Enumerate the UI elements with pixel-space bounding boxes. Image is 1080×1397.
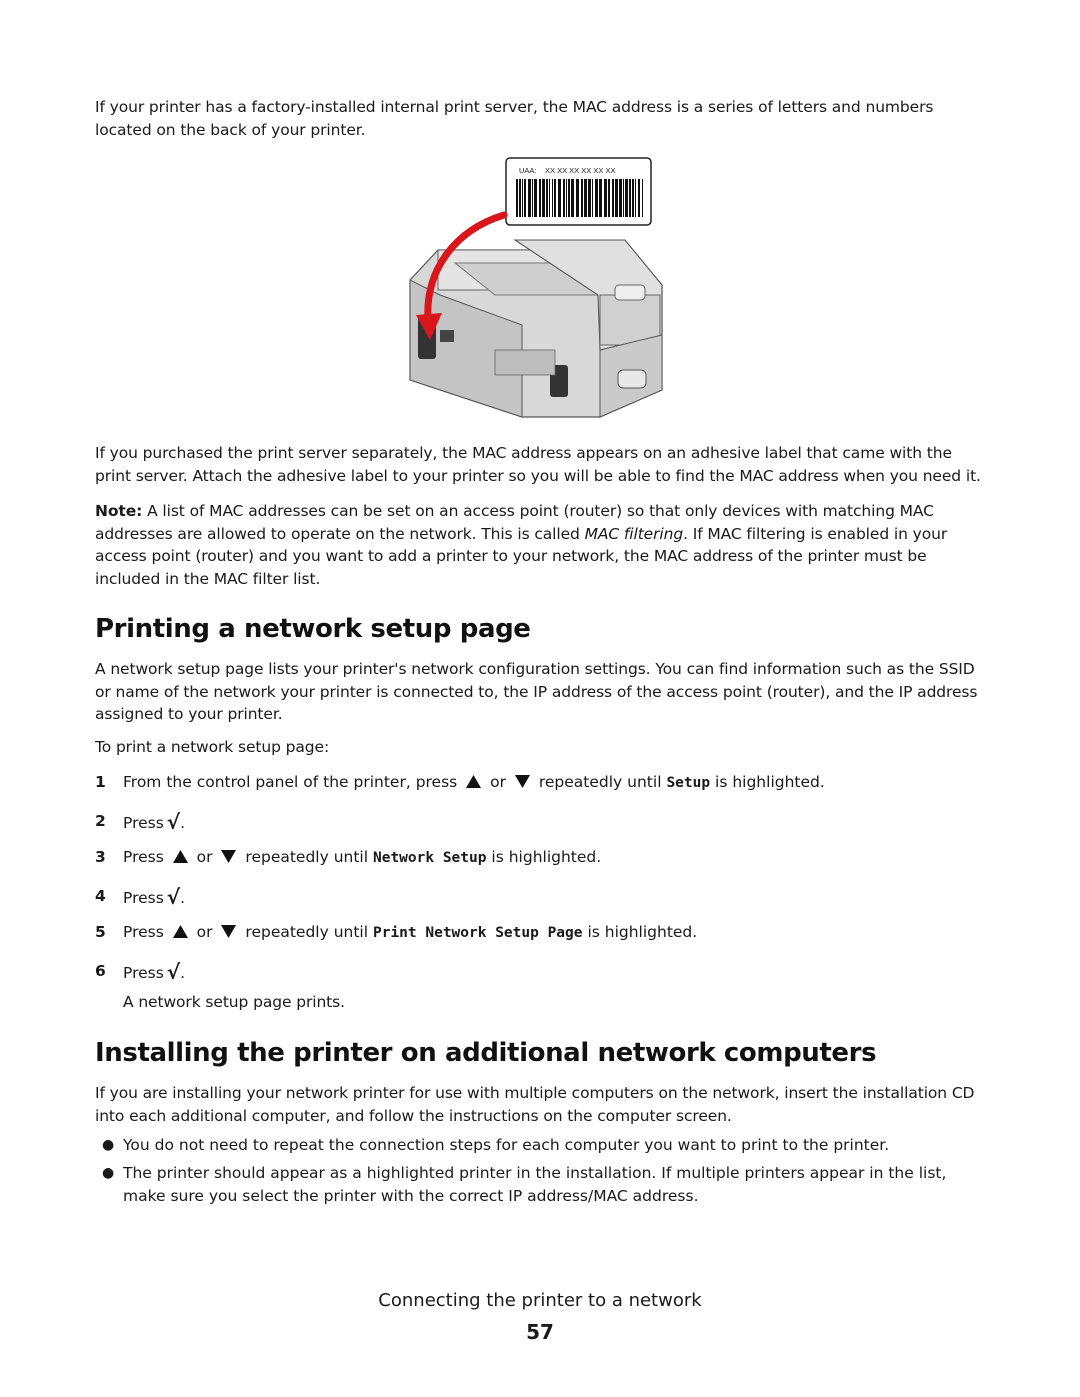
step-text: Press <box>123 964 164 982</box>
checkmark-icon: √ <box>166 960 181 984</box>
note-italic-term: MAC filtering <box>584 524 684 543</box>
note-text-2: . If MAC filtering is enabled in your access point (router) and you want to add a printer to your network, the MAC address of the printer must be included in the MAC filter list. <box>95 524 948 588</box>
step-number: 2 <box>95 812 106 830</box>
note-text-1: A list of MAC addresses can be set on an access point (router) so that only devices with matching MAC addresses are allowed to operate on the network. This is called <box>95 502 934 543</box>
step-or: or <box>196 848 213 866</box>
step-text: Press <box>123 848 164 866</box>
bullet-icon: ● <box>102 1137 115 1153</box>
step-text: From the control panel of the printer, press <box>123 773 458 791</box>
document-page: If your printer has a factory-installed internal print server, the MAC address is a series of letters and numbers located on the back of your printer. UAA: XX XX XX XX XX XX If you purchased the print server separately, the MAC address appears on an adhesive label that came with the print server. Attach the adhesive label to your printer so you will be able to find the MAC address when you need it. Note: A list of MAC addresses can be set on an access point (router) so that only devices with matching MAC addresses are allowed to operate on the network. This is called MAC filtering. If MAC filtering is enabled in your access point (router) and you want to add a printer to your network, the MAC address of the printer must be included in the MAC filter list. Printing a network setup page A network setup page lists your printer's network configuration settings. You can find information such as the SSID or name of the network your printer is connected to, the IP address of the access point (router), and the IP address assigned to your printer. To print a network setup page: 1 From the control panel of the printer, press or repeatedly until Setup is highlighted. 2 Press √. 3 Press or repeatedly until Network Setup is highlighted. 4 Press √. 5 Press or repeatedly until Print Network Setup Page is highlighted. 6 Press √. A network setup page prints. Installing the printer on additional network computers If you are installing your network printer for use with multiple computers on the network, insert the installation CD into each additional computer, and follow the instructions on the computer screen. ● You do not need to repeat the connection steps for each computer you want to print to the printer. ● The printer should appear as a highlighted printer in the installation. If multiple printers appear in the list, make sure you select the printer with the correct IP address/MAC address. Connecting the printer to a network 57 <box>0 0 1080 1397</box>
steps-lead: To print a network setup page: <box>95 738 330 756</box>
step-text: Press <box>123 889 164 907</box>
intro-paragraph: If your printer has a factory-installed internal print server, the MAC address is a series of letters and numbers located on the back of your printer. <box>95 98 934 139</box>
step-or: or <box>196 923 213 941</box>
checkmark-icon: √ <box>166 810 181 834</box>
bullet-text: You do not need to repeat the connection steps for each computer you want to print to the printer. <box>123 1136 890 1154</box>
step-text: Press <box>123 923 164 941</box>
heading-printing-network-setup-page: Printing a network setup page <box>95 614 531 644</box>
step-or: or <box>490 773 506 791</box>
down-arrow-icon <box>221 850 236 863</box>
label-prefix: UAA: <box>519 166 537 175</box>
menu-item-code: Print Network Setup Page <box>372 925 583 941</box>
step-text: repeatedly until <box>245 923 369 941</box>
network-setup-paragraph: A network setup page lists your printer's network configuration settings. You can find information such as the SSID or name of the network your printer is connected to, the IP address of the access point (router), and the IP address assigned to your printer. <box>95 660 978 723</box>
note-label: Note: <box>95 502 143 520</box>
up-arrow-icon <box>173 850 188 863</box>
step-number: 4 <box>95 887 106 905</box>
step-text: repeatedly until <box>538 773 662 791</box>
step-number: 3 <box>95 848 106 866</box>
step-text: is highlighted. <box>491 848 602 866</box>
printer-mac-label-illustration <box>400 155 670 430</box>
heading-installing-additional-computers: Installing the printer on additional network computers <box>95 1038 877 1068</box>
note-paragraph <box>95 500 990 590</box>
step-text: Press <box>123 814 164 832</box>
additional-computers-paragraph: If you are installing your network printer for use with multiple computers on the network, insert the installation CD into each additional computer, and follow the instructions on the computer screen. <box>95 1084 975 1125</box>
checkmark-icon: √ <box>166 885 181 909</box>
up-arrow-icon <box>466 775 481 788</box>
printer-icon <box>410 240 662 417</box>
step-text: is highlighted. <box>715 773 825 791</box>
bullet-text: The printer should appear as a highlighted printer in the installation. If multiple printers appear in the list, make sure you select the printer with the correct IP address/MAC address. <box>123 1164 947 1205</box>
down-arrow-icon <box>515 775 530 788</box>
menu-item-code: Network Setup <box>372 850 487 866</box>
print-server-paragraph: If you purchased the print server separately, the MAC address appears on an adhesive label that came with the print server. Attach the adhesive label to your printer so you will be able to find the MAC address when you need it. <box>95 444 981 485</box>
step-text: is highlighted. <box>587 923 698 941</box>
step-result: A network setup page prints. <box>123 993 345 1011</box>
page-number: 57 <box>526 1320 554 1344</box>
up-arrow-icon <box>173 925 188 938</box>
step-text: repeatedly until <box>245 848 369 866</box>
step-number: 6 <box>95 962 106 980</box>
mac-address-label <box>506 158 651 225</box>
step-number: 1 <box>95 773 106 791</box>
menu-item-code: Setup <box>666 775 711 791</box>
down-arrow-icon <box>221 925 236 938</box>
footer-chapter-title: Connecting the printer to a network <box>378 1290 702 1311</box>
step-number: 5 <box>95 923 106 941</box>
label-values: XX XX XX XX XX XX <box>545 166 616 175</box>
bullet-icon: ● <box>102 1165 115 1181</box>
